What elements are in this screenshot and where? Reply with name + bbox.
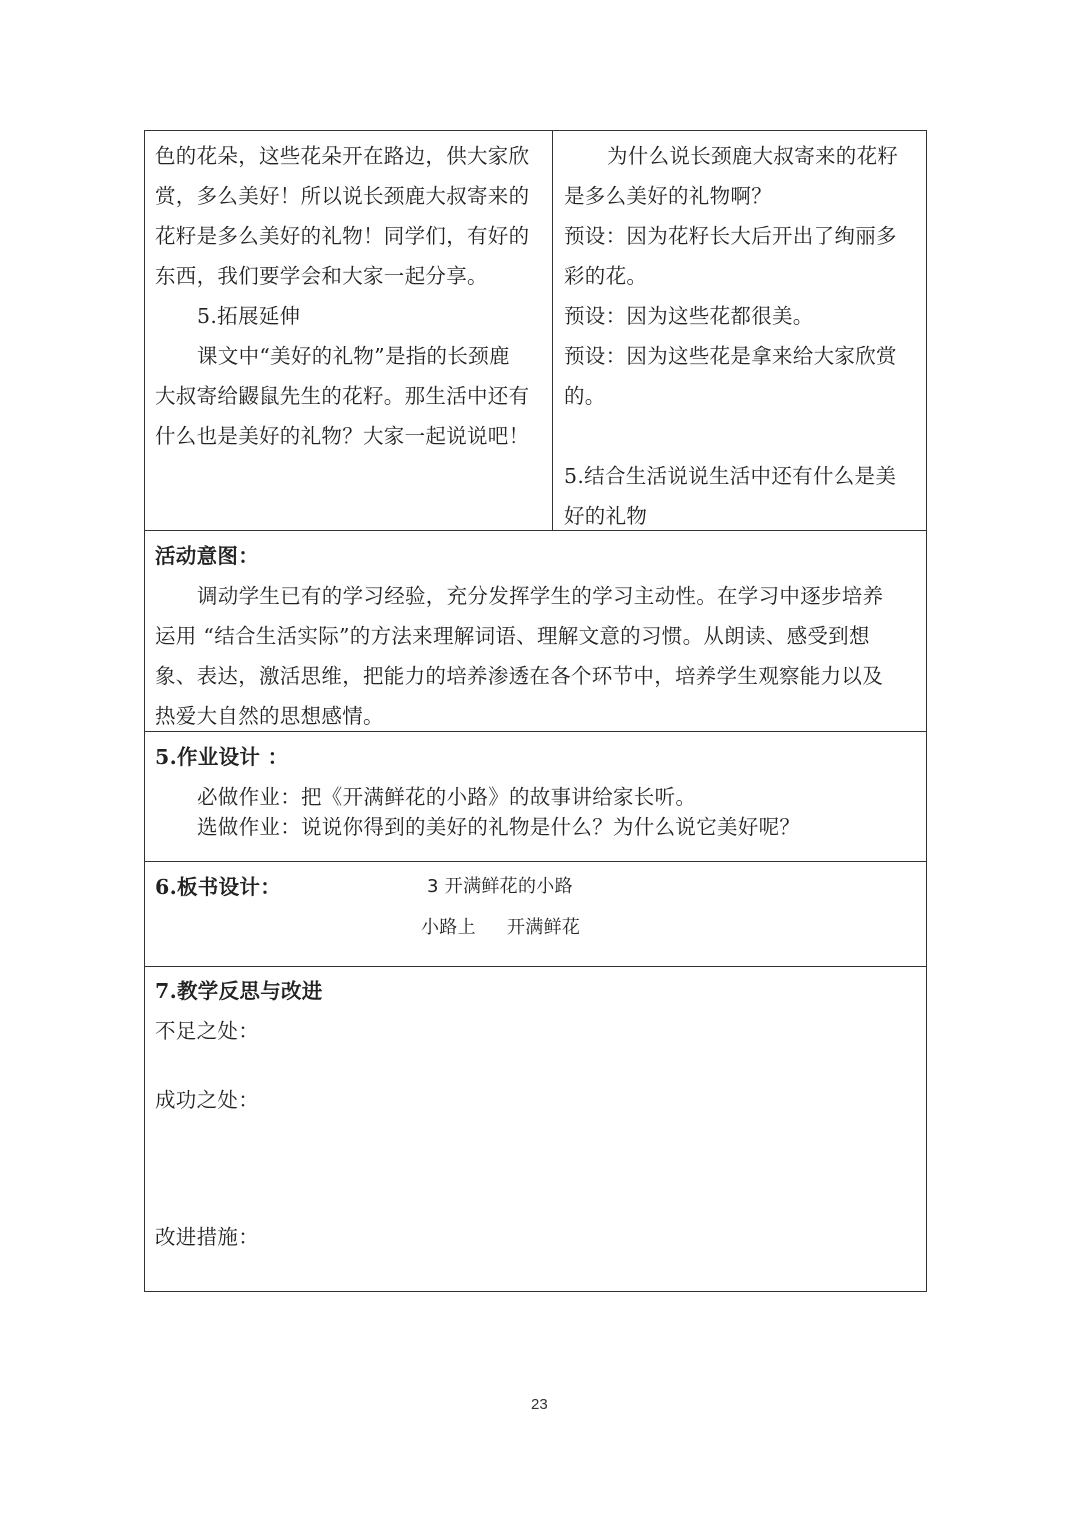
page-number: 23 — [531, 1396, 548, 1413]
optional-homework: 选做作业：说说你得到的美好的礼物是什么？为什么说它美好呢？ — [197, 815, 801, 839]
student-text-line: 预设：因为这些花都很美。 — [564, 304, 814, 328]
homework-heading: 5.作业设计 ： — [155, 745, 289, 769]
activity-text-line: 象、表达，激活思维，把能力的培养渗透在各个环节中，培养学生观察能力以及 — [155, 664, 883, 688]
teacher-text-line: 大叔寄给鼹鼠先生的花籽。那生活中还有 — [155, 384, 530, 408]
successes-label: 成功之处： — [155, 1088, 259, 1112]
board-title: 3 开满鲜花的小路 — [427, 876, 573, 897]
activity-heading: 活动意图： — [155, 544, 259, 568]
teacher-text-line: 课文中“美好的礼物”是指的长颈鹿 — [197, 344, 510, 368]
activity-text-line: 运用 “结合生活实际”的方法来理解词语、理解文意的习惯。从朗读、感受到想 — [155, 624, 870, 648]
row-divider — [144, 530, 927, 531]
activity-text-line: 调动学生已有的学习经验，充分发挥学生的学习主动性。在学习中逐步培养 — [197, 584, 884, 608]
row-divider — [144, 861, 927, 862]
row-divider — [144, 966, 927, 967]
teacher-text-line: 东西，我们要学会和大家一起分享。 — [155, 264, 488, 288]
student-text-line: 为什么说长颈鹿大叔寄来的花籽 — [607, 144, 899, 168]
section-subheading: 5.拓展延伸 — [197, 304, 301, 328]
student-text-line: 预设：因为这些花是拿来给大家欣赏 — [564, 344, 897, 368]
student-text-line: 5.结合生活说说生活中还有什么是美 — [564, 464, 897, 488]
required-homework: 必做作业：把《开满鲜花的小路》的故事讲给家长听。 — [197, 785, 697, 809]
activity-text-line: 热爱大自然的思想感情。 — [155, 704, 384, 728]
shortcomings-label: 不足之处： — [155, 1019, 259, 1043]
student-text-line: 好的礼物 — [564, 504, 648, 528]
board-item: 小路上 — [421, 917, 476, 938]
board-item: 开满鲜花 — [507, 917, 581, 938]
student-text-line: 的。 — [564, 384, 606, 408]
teacher-text-line: 赏，多么美好！所以说长颈鹿大叔寄来的 — [155, 184, 530, 208]
teacher-text-line: 花籽是多么美好的礼物！同学们，有好的 — [155, 224, 530, 248]
board-heading: 6.板书设计： — [155, 875, 282, 899]
teacher-text-line: 什么也是美好的礼物？大家一起说说吧！ — [155, 424, 530, 448]
student-text-line: 是多么美好的礼物啊？ — [564, 184, 772, 208]
column-divider — [552, 130, 553, 531]
student-text-line: 彩的花。 — [564, 264, 648, 288]
student-text-line: 预设：因为花籽长大后开出了绚丽多 — [564, 224, 897, 248]
improvements-label: 改进措施： — [155, 1225, 259, 1249]
reflection-heading: 7.教学反思与改进 — [155, 979, 323, 1003]
teacher-text-line: 色的花朵，这些花朵开在路边，供大家欣 — [155, 144, 530, 168]
